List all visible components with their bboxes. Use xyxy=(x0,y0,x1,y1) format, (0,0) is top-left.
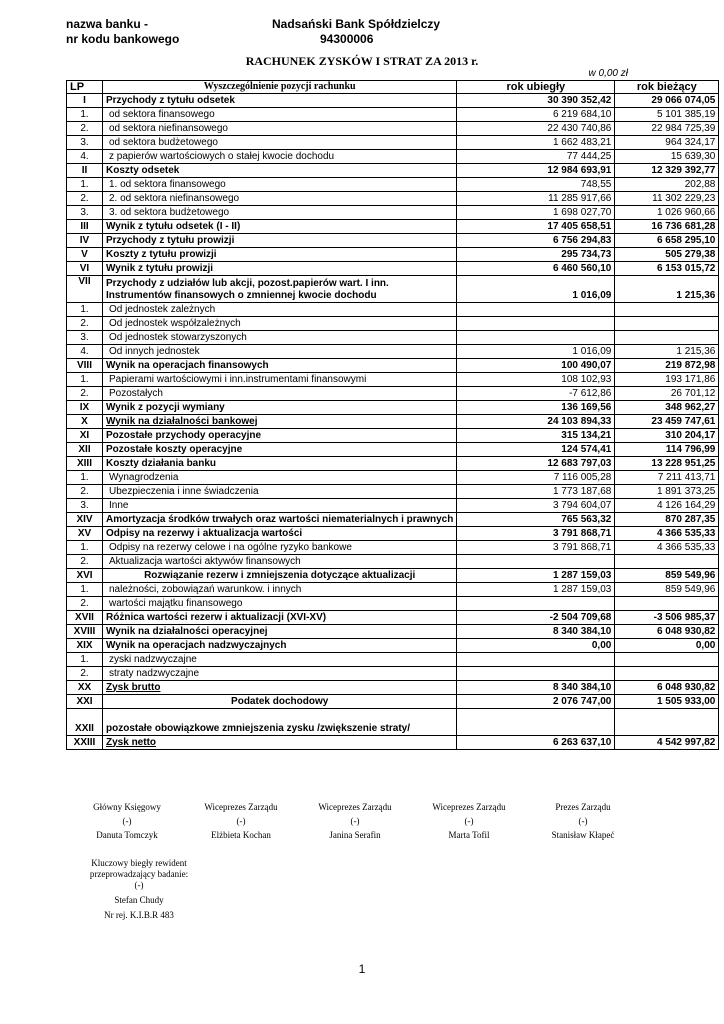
row-prev-year: 30 390 352,42 xyxy=(457,94,615,108)
auditor-registration: Nr rej. K.I.B.R 483 xyxy=(104,910,174,920)
row-description: Od jednostek zależnych xyxy=(103,303,457,317)
row-description: 2. od sektora niefinansowego xyxy=(103,192,457,206)
row-prev-year: 1 287 159,03 xyxy=(457,583,615,597)
row-description: Pozostałe koszty operacyjne xyxy=(103,443,457,457)
row-description: Koszty działania banku xyxy=(103,457,457,471)
table-row xyxy=(67,415,719,429)
row-lp: X xyxy=(67,415,103,429)
table-row xyxy=(67,736,719,750)
row-description: Pozostałych xyxy=(103,387,457,401)
row-prev-year: 3 794 604,07 xyxy=(457,499,615,513)
row-prev-year xyxy=(457,709,615,736)
row-curr-year: 6 153 015,72 xyxy=(615,262,719,276)
row-description: Odpisy na rezerwy celowe i na ogólne ryzyko bankowe xyxy=(103,541,457,555)
row-prev-year: 124 574,41 xyxy=(457,443,615,457)
col-header-curr: rok bieżący xyxy=(615,81,719,94)
row-lp: 3. xyxy=(67,206,103,220)
row-curr-year: 202,88 xyxy=(615,178,719,192)
signature-name: Danuta Tomczyk xyxy=(96,830,158,840)
row-curr-year xyxy=(615,653,719,667)
table-row xyxy=(67,527,719,541)
table-row xyxy=(67,262,719,276)
col-header-prev: rok ubiegły xyxy=(457,81,615,94)
row-prev-year xyxy=(457,317,615,331)
signature-mark: (-) xyxy=(236,816,246,826)
row-prev-year: 0,00 xyxy=(457,639,615,653)
row-lp: 2. xyxy=(67,387,103,401)
table-row xyxy=(67,248,719,262)
signature-name: Marta Tofil xyxy=(448,830,490,840)
row-description: Wynik na działalności operacyjnej xyxy=(103,625,457,639)
row-curr-year: 4 366 535,33 xyxy=(615,541,719,555)
row-prev-year xyxy=(457,555,615,569)
auditor-name: Stefan Chudy xyxy=(114,895,164,905)
table-row xyxy=(67,597,719,611)
table-row xyxy=(67,499,719,513)
row-lp: XVI xyxy=(67,569,103,583)
row-lp: 4. xyxy=(67,150,103,164)
row-curr-year: 26 701,12 xyxy=(615,387,719,401)
row-curr-year: 12 329 392,77 xyxy=(615,164,719,178)
row-prev-year: 1 773 187,68 xyxy=(457,485,615,499)
signature-mark: (-) xyxy=(350,816,360,826)
table-row xyxy=(67,136,719,150)
table-row xyxy=(67,639,719,653)
row-curr-year: -3 506 985,37 xyxy=(615,611,719,625)
row-description: wartości majątku finansowego xyxy=(103,597,457,611)
row-description: Wynik na działalności bankowej xyxy=(103,415,457,429)
row-lp: IX xyxy=(67,401,103,415)
row-curr-year: 6 048 930,82 xyxy=(615,625,719,639)
row-curr-year: 1 891 373,25 xyxy=(615,485,719,499)
row-prev-year: 3 791 868,71 xyxy=(457,541,615,555)
row-prev-year: 22 430 740,86 xyxy=(457,122,615,136)
table-row xyxy=(67,681,719,695)
row-description: straty nadzwyczajne xyxy=(103,667,457,681)
row-description: Aktualizacja wartości aktywów finansowych xyxy=(103,555,457,569)
signature-block xyxy=(412,800,526,842)
table-row xyxy=(67,695,719,709)
row-curr-year: 4 126 164,29 xyxy=(615,499,719,513)
table-row xyxy=(67,276,719,303)
row-prev-year: 1 016,09 xyxy=(457,276,615,303)
row-lp: 1. xyxy=(67,303,103,317)
row-lp: XII xyxy=(67,443,103,457)
row-description: należności, zobowiązań warunkow. i innych xyxy=(103,583,457,597)
row-prev-year: 8 340 384,10 xyxy=(457,681,615,695)
row-description: pozostałe obowiązkowe zmniejszenia zysku /zwiększenie straty/ xyxy=(103,709,457,736)
col-header-lp: LP xyxy=(67,81,103,94)
row-prev-year xyxy=(457,597,615,611)
row-description: Ubezpieczenia i inne świadczenia xyxy=(103,485,457,499)
table-row xyxy=(67,667,719,681)
table-row xyxy=(67,541,719,555)
row-curr-year: 6 048 930,82 xyxy=(615,681,719,695)
row-curr-year: 505 279,38 xyxy=(615,248,719,262)
row-curr-year xyxy=(615,709,719,736)
row-description: Rozwiązanie rezerw i zmniejszenia dotyczące aktualizacji xyxy=(103,569,457,583)
row-curr-year: 964 324,17 xyxy=(615,136,719,150)
row-curr-year: 4 366 535,33 xyxy=(615,527,719,541)
row-lp: 1. xyxy=(67,541,103,555)
row-description: Papierami wartościowymi i inn.instrumentami finansowymi xyxy=(103,373,457,387)
row-lp: 1. xyxy=(67,373,103,387)
row-curr-year: 11 302 229,23 xyxy=(615,192,719,206)
row-lp: 2. xyxy=(67,317,103,331)
row-prev-year xyxy=(457,653,615,667)
row-prev-year: 1 662 483,21 xyxy=(457,136,615,150)
row-prev-year: 1 016,09 xyxy=(457,345,615,359)
row-lp: 2. xyxy=(67,597,103,611)
table-row xyxy=(67,625,719,639)
row-prev-year: 6 263 637,10 xyxy=(457,736,615,750)
signature-role: Wiceprezes Zarządu xyxy=(432,802,506,812)
income-statement-table xyxy=(66,80,719,750)
row-prev-year: 17 405 658,51 xyxy=(457,220,615,234)
table-row xyxy=(67,569,719,583)
row-prev-year: 1 287 159,03 xyxy=(457,569,615,583)
row-prev-year: 136 169,56 xyxy=(457,401,615,415)
table-row xyxy=(67,457,719,471)
row-description: Różnica wartości rezerw i aktualizacji (XVI-XV) xyxy=(103,611,457,625)
signature-role: Wiceprezes Zarządu xyxy=(204,802,278,812)
row-description: Koszty z tytułu prowizji xyxy=(103,248,457,262)
row-curr-year xyxy=(615,597,719,611)
table-row xyxy=(67,373,719,387)
row-curr-year: 23 459 747,61 xyxy=(615,415,719,429)
row-description: Wynik na operacjach nadzwyczajnych xyxy=(103,639,457,653)
row-prev-year: -2 504 709,68 xyxy=(457,611,615,625)
row-lp: XIV xyxy=(67,513,103,527)
row-prev-year: 6 219 684,10 xyxy=(457,108,615,122)
row-curr-year xyxy=(615,317,719,331)
row-description: Przychody z udziałów lub akcji, pozost.papierów wart. I inn. Instrumentów finansowych o zmniennej kwocie dochodu xyxy=(103,276,457,303)
row-lp: 1. xyxy=(67,653,103,667)
row-prev-year: 765 563,32 xyxy=(457,513,615,527)
row-lp: 2. xyxy=(67,485,103,499)
row-prev-year: 6 460 560,10 xyxy=(457,262,615,276)
row-lp: 2. xyxy=(67,192,103,206)
row-description: Odpisy na rezerwy i aktualizacja wartości xyxy=(103,527,457,541)
row-lp: 3. xyxy=(67,331,103,345)
row-lp: XIX xyxy=(67,639,103,653)
row-description: Od jednostek stowarzyszonych xyxy=(103,331,457,345)
row-curr-year: 870 287,35 xyxy=(615,513,719,527)
bank-code-label: nr kodu bankowego xyxy=(66,32,180,46)
signature-mark: (-) xyxy=(578,816,588,826)
table-header-row xyxy=(67,81,719,94)
row-lp: XXII xyxy=(67,709,103,736)
row-prev-year: 748,55 xyxy=(457,178,615,192)
row-description: Wynagrodzenia xyxy=(103,471,457,485)
row-curr-year: 310 204,17 xyxy=(615,429,719,443)
signature-block xyxy=(526,800,640,842)
row-lp: 3. xyxy=(67,136,103,150)
row-description: Wynik na operacjach finansowych xyxy=(103,359,457,373)
row-prev-year: 3 791 868,71 xyxy=(457,527,615,541)
row-lp: XVIII xyxy=(67,625,103,639)
table-row xyxy=(67,359,719,373)
row-description: Inne xyxy=(103,499,457,513)
row-lp: 1. xyxy=(67,583,103,597)
row-lp: III xyxy=(67,220,103,234)
row-prev-year: 7 116 005,28 xyxy=(457,471,615,485)
row-description: z papierów wartościowych o stałej kwocie dochodu xyxy=(103,150,457,164)
row-description: 3. od sektora budżetowego xyxy=(103,206,457,220)
row-description: Od jednostek współzależnych xyxy=(103,317,457,331)
row-description: od sektora niefinansowego xyxy=(103,122,457,136)
row-description: Pozostałe przychody operacyjne xyxy=(103,429,457,443)
row-curr-year xyxy=(615,331,719,345)
row-curr-year: 114 796,99 xyxy=(615,443,719,457)
row-prev-year: 12 683 797,03 xyxy=(457,457,615,471)
signature-name: Stanisław Kłapeć xyxy=(551,830,615,840)
table-row xyxy=(67,192,719,206)
row-curr-year: 29 066 074,05 xyxy=(615,94,719,108)
table-row xyxy=(67,122,719,136)
row-curr-year: 13 228 951,25 xyxy=(615,457,719,471)
row-curr-year: 1 215,36 xyxy=(615,276,719,303)
row-lp: IV xyxy=(67,234,103,248)
table-row xyxy=(67,331,719,345)
row-description: Wynik z tytułu odsetek (I - II) xyxy=(103,220,457,234)
row-lp: I xyxy=(67,94,103,108)
row-lp: VI xyxy=(67,262,103,276)
signatures xyxy=(70,800,670,842)
table-row xyxy=(67,150,719,164)
table-row xyxy=(67,234,719,248)
row-curr-year: 193 171,86 xyxy=(615,373,719,387)
row-description: Wynik z tytułu prowizji xyxy=(103,262,457,276)
row-description: Od innych jednostek xyxy=(103,345,457,359)
table-row xyxy=(67,513,719,527)
signature-mark: (-) xyxy=(122,816,132,826)
row-description: Zysk netto xyxy=(103,736,457,750)
table-row xyxy=(67,429,719,443)
table-row xyxy=(67,653,719,667)
row-description: Przychody z tytułu odsetek xyxy=(103,94,457,108)
row-lp: XIII xyxy=(67,457,103,471)
row-curr-year: 22 984 725,39 xyxy=(615,122,719,136)
row-lp: VII xyxy=(67,276,103,303)
row-curr-year xyxy=(615,303,719,317)
row-prev-year: 11 285 917,66 xyxy=(457,192,615,206)
table-row xyxy=(67,317,719,331)
row-lp: 4. xyxy=(67,345,103,359)
row-description: Podatek dochodowy xyxy=(103,695,457,709)
row-prev-year: -7 612,86 xyxy=(457,387,615,401)
row-curr-year: 348 962,27 xyxy=(615,401,719,415)
table-row xyxy=(67,555,719,569)
row-curr-year: 15 639,30 xyxy=(615,150,719,164)
signature-role: Prezes Zarządu xyxy=(555,802,611,812)
table-row xyxy=(67,387,719,401)
row-lp: 1. xyxy=(67,108,103,122)
row-prev-year: 24 103 894,33 xyxy=(457,415,615,429)
row-curr-year xyxy=(615,667,719,681)
row-lp: XX xyxy=(67,681,103,695)
row-prev-year: 2 076 747,00 xyxy=(457,695,615,709)
table-row xyxy=(67,220,719,234)
row-lp: VIII xyxy=(67,359,103,373)
row-curr-year xyxy=(615,555,719,569)
row-curr-year: 4 542 997,82 xyxy=(615,736,719,750)
row-prev-year: 8 340 384,10 xyxy=(457,625,615,639)
signature-role: Główny Księgowy xyxy=(93,802,161,812)
row-lp: II xyxy=(67,164,103,178)
row-lp: 1. xyxy=(67,178,103,192)
row-prev-year: 77 444,25 xyxy=(457,150,615,164)
row-curr-year: 16 736 681,28 xyxy=(615,220,719,234)
row-curr-year: 1 505 933,00 xyxy=(615,695,719,709)
col-header-desc: Wyszczególnienie pozycji rachunku xyxy=(103,81,457,94)
row-lp: XVII xyxy=(67,611,103,625)
row-prev-year: 1 698 027,70 xyxy=(457,206,615,220)
row-curr-year: 219 872,98 xyxy=(615,359,719,373)
row-description: 1. od sektora finansowego xyxy=(103,178,457,192)
row-prev-year: 6 756 294,83 xyxy=(457,234,615,248)
row-description: od sektora finansowego xyxy=(103,108,457,122)
row-description: Zysk brutto xyxy=(103,681,457,695)
row-prev-year xyxy=(457,303,615,317)
table-row xyxy=(67,94,719,108)
row-lp: XV xyxy=(67,527,103,541)
bank-name-label: nazwa banku - xyxy=(66,17,149,31)
row-lp: XI xyxy=(67,429,103,443)
row-curr-year: 5 101 385,19 xyxy=(615,108,719,122)
table-row xyxy=(67,583,719,597)
auditor-mark: (-) xyxy=(134,880,144,890)
table-row xyxy=(67,709,719,736)
page-number: 1 xyxy=(358,962,366,976)
row-lp: 2. xyxy=(67,122,103,136)
row-curr-year: 6 658 295,10 xyxy=(615,234,719,248)
table-row xyxy=(67,345,719,359)
row-curr-year: 1 215,36 xyxy=(615,345,719,359)
bank-name: Nadsański Bank Spółdzielczy xyxy=(272,17,441,31)
signature-block xyxy=(298,800,412,842)
signature-role: Wiceprezes Zarządu xyxy=(318,802,392,812)
row-prev-year: 295 734,73 xyxy=(457,248,615,262)
table-row xyxy=(67,178,719,192)
row-description: od sektora budżetowego xyxy=(103,136,457,150)
row-lp: XXI xyxy=(67,695,103,709)
row-description: Wynik z pozycji wymiany xyxy=(103,401,457,415)
row-prev-year xyxy=(457,331,615,345)
signature-block xyxy=(70,800,184,842)
table-row xyxy=(67,611,719,625)
auditor-line1: Kluczowy biegły rewident xyxy=(91,858,187,868)
table-row xyxy=(67,303,719,317)
row-description: zyski nadzwyczajne xyxy=(103,653,457,667)
signature-block xyxy=(184,800,298,842)
row-curr-year: 859 549,96 xyxy=(615,569,719,583)
table-row xyxy=(67,164,719,178)
row-prev-year: 108 102,93 xyxy=(457,373,615,387)
table-row xyxy=(67,471,719,485)
row-curr-year: 859 549,96 xyxy=(615,583,719,597)
table-row xyxy=(67,485,719,499)
auditor-block xyxy=(76,858,202,921)
row-prev-year: 315 134,21 xyxy=(457,429,615,443)
row-lp: XXIII xyxy=(67,736,103,750)
page-title: RACHUNEK ZYSKÓW I STRAT ZA 2013 r. xyxy=(245,54,479,68)
table-row xyxy=(67,443,719,457)
row-prev-year: 12 984 693,91 xyxy=(457,164,615,178)
table-row xyxy=(67,108,719,122)
signature-name: Elżbieta Kochan xyxy=(211,830,271,840)
table-row xyxy=(67,206,719,220)
bank-code: 94300006 xyxy=(320,32,374,46)
row-lp: 2. xyxy=(67,555,103,569)
table-row xyxy=(67,401,719,415)
row-prev-year: 100 490,07 xyxy=(457,359,615,373)
row-description: Przychody z tytułu prowizji xyxy=(103,234,457,248)
auditor-line2: przeprowadzający badanie: xyxy=(89,869,189,879)
currency-unit: w 0,00 zł xyxy=(588,68,628,79)
signature-name: Janina Serafin xyxy=(329,830,381,840)
row-lp: 3. xyxy=(67,499,103,513)
row-curr-year: 7 211 413,71 xyxy=(615,471,719,485)
row-description: Koszty odsetek xyxy=(103,164,457,178)
row-curr-year: 1 026 960,66 xyxy=(615,206,719,220)
row-lp: V xyxy=(67,248,103,262)
signature-mark: (-) xyxy=(464,816,474,826)
row-description: Amortyzacja środków trwałych oraz wartości niematerialnych i prawnych xyxy=(103,513,457,527)
table-body xyxy=(67,81,719,750)
row-prev-year xyxy=(457,667,615,681)
row-lp: 1. xyxy=(67,471,103,485)
row-lp: 2. xyxy=(67,667,103,681)
row-curr-year: 0,00 xyxy=(615,639,719,653)
